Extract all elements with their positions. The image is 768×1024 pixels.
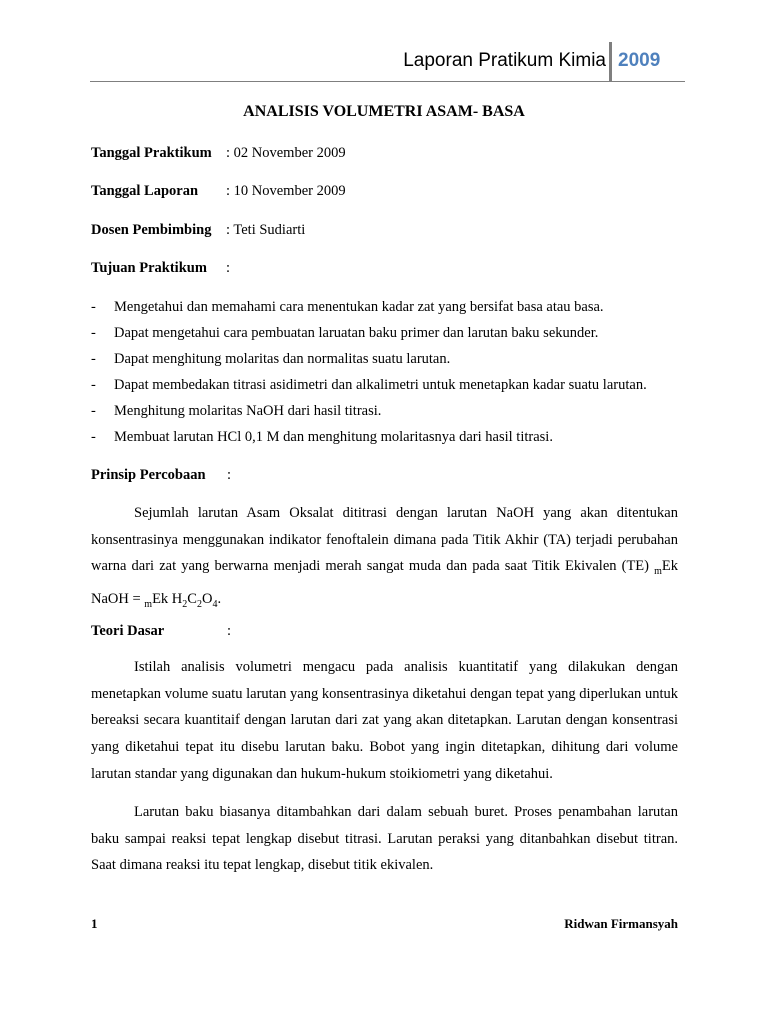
footer-author: Ridwan Firmansyah	[564, 916, 678, 931]
bullet-marker: -	[91, 429, 96, 445]
field-label: Tanggal Praktikum	[91, 145, 212, 161]
field-label: Tujuan Praktikum	[91, 260, 207, 276]
field-tanggal-praktikum	[91, 145, 346, 162]
eq-text: O	[201, 591, 213, 607]
list-item	[91, 323, 691, 349]
field-value: : 10 November 2009	[226, 183, 346, 199]
bullet-marker: -	[91, 325, 96, 341]
section-heading-text: Prinsip Percobaan	[91, 467, 206, 483]
objective-text: Dapat mengetahui cara pembuatan laruatan baku primer dan larutan baku sekunder.	[114, 325, 599, 341]
section-heading-text: Teori Dasar	[91, 623, 165, 639]
field-value: : Teti Sudiarti	[226, 222, 306, 238]
bullet-marker: -	[91, 403, 96, 419]
list-item	[91, 427, 691, 453]
objective-text: Mengetahui dan memahami cara menentukan kadar zat yang bersifat basa atau basa.	[114, 299, 604, 315]
header-rule	[90, 81, 685, 82]
objective-text: Dapat membedakan titrasi asidimetri dan alkalimetri untuk menetapkan kadar suatu larutan.	[114, 377, 647, 393]
field-tujuan-praktikum	[91, 260, 230, 277]
eq-subscript: m	[654, 566, 662, 578]
teori-paragraph-1: Istilah analisis volumetri mengacu pada analisis kuantitatif yang dilakukan dengan menetapkan volume suatu larutan yang konsentrasinya diketahui dengan tepat yang diperlukan untuk bereaksi secara kuantitaif dengan larutan dari zat yang akan ditetapkan. Larutan dengan konsentrasi yang diketahui tepat itu disebu larutan baku. Bobot yang ingin ditetapkan, dihitung dari volume larutan standar yang digunakan dan hukum-hukum stoikiometri yang diketahui.	[91, 659, 678, 782]
eq-text: .	[217, 591, 222, 607]
eq-subscript: 4	[212, 598, 218, 610]
field-value: :	[226, 260, 231, 276]
eq-subscript: 2	[182, 598, 188, 610]
objective-text: Menghitung molaritas NaOH dari hasil titrasi.	[114, 403, 382, 419]
prinsip-paragraph	[91, 500, 678, 619]
field-value: : 02 November 2009	[226, 145, 346, 161]
section-colon: :	[227, 467, 232, 483]
field-label: Dosen Pembimbing	[91, 222, 212, 238]
document-title: ANALISIS VOLUMETRI ASAM- BASA	[243, 103, 525, 120]
eq-text: C	[187, 591, 197, 607]
objectives-list	[91, 297, 691, 453]
header-title: Laporan Pratikum Kimia	[403, 50, 606, 71]
field-dosen-pembimbing	[91, 222, 305, 239]
teori-paragraph-2: Larutan baku biasanya ditambahkan dari dalam sebuah buret. Proses penambahan larutan baku sampai reaksi tepat lengkap disebut titrasi. Larutan peraksi yang ditanbahkan disebut titran. Saat dimana reaksi itu tepat lengkap, disebut titik ekivalen.	[91, 804, 678, 874]
page-number: 1	[91, 916, 98, 931]
list-item	[91, 401, 691, 427]
list-item	[91, 297, 691, 323]
prinsip-text: Sejumlah larutan Asam Oksalat dititrasi dengan larutan NaOH yang akan ditentukan konsentrasinya menggunakan indikator fenoftalein dimana pada Titik Akhir (TA) terjadi perubahan warna dari zat yang berwarna menjadi merah sangat muda dan pada saat Titik Ekivalen (TE)	[91, 505, 678, 575]
eq-text: Ek NaOH =	[91, 558, 678, 607]
field-label: Tanggal Laporan	[91, 183, 199, 199]
teori-heading	[91, 623, 232, 640]
header-year: 2009	[618, 50, 661, 71]
objective-text: Membuat larutan HCl 0,1 M dan menghitung molaritasnya dari hasil titrasi.	[114, 429, 553, 445]
bullet-marker: -	[91, 299, 96, 315]
eq-subscript: 2	[196, 598, 202, 610]
list-item	[91, 375, 691, 401]
eq-text: Ek H	[152, 591, 183, 607]
section-colon: :	[227, 623, 232, 639]
field-tanggal-laporan	[91, 183, 346, 200]
bullet-marker: -	[91, 377, 96, 393]
list-item	[91, 349, 691, 375]
eq-subscript: m	[144, 598, 153, 610]
page-header	[0, 0, 768, 90]
header-divider	[609, 42, 612, 82]
bullet-marker: -	[91, 351, 96, 367]
prinsip-heading	[91, 467, 232, 484]
objective-text: Dapat menghitung molaritas dan normalitas suatu larutan.	[114, 351, 451, 367]
